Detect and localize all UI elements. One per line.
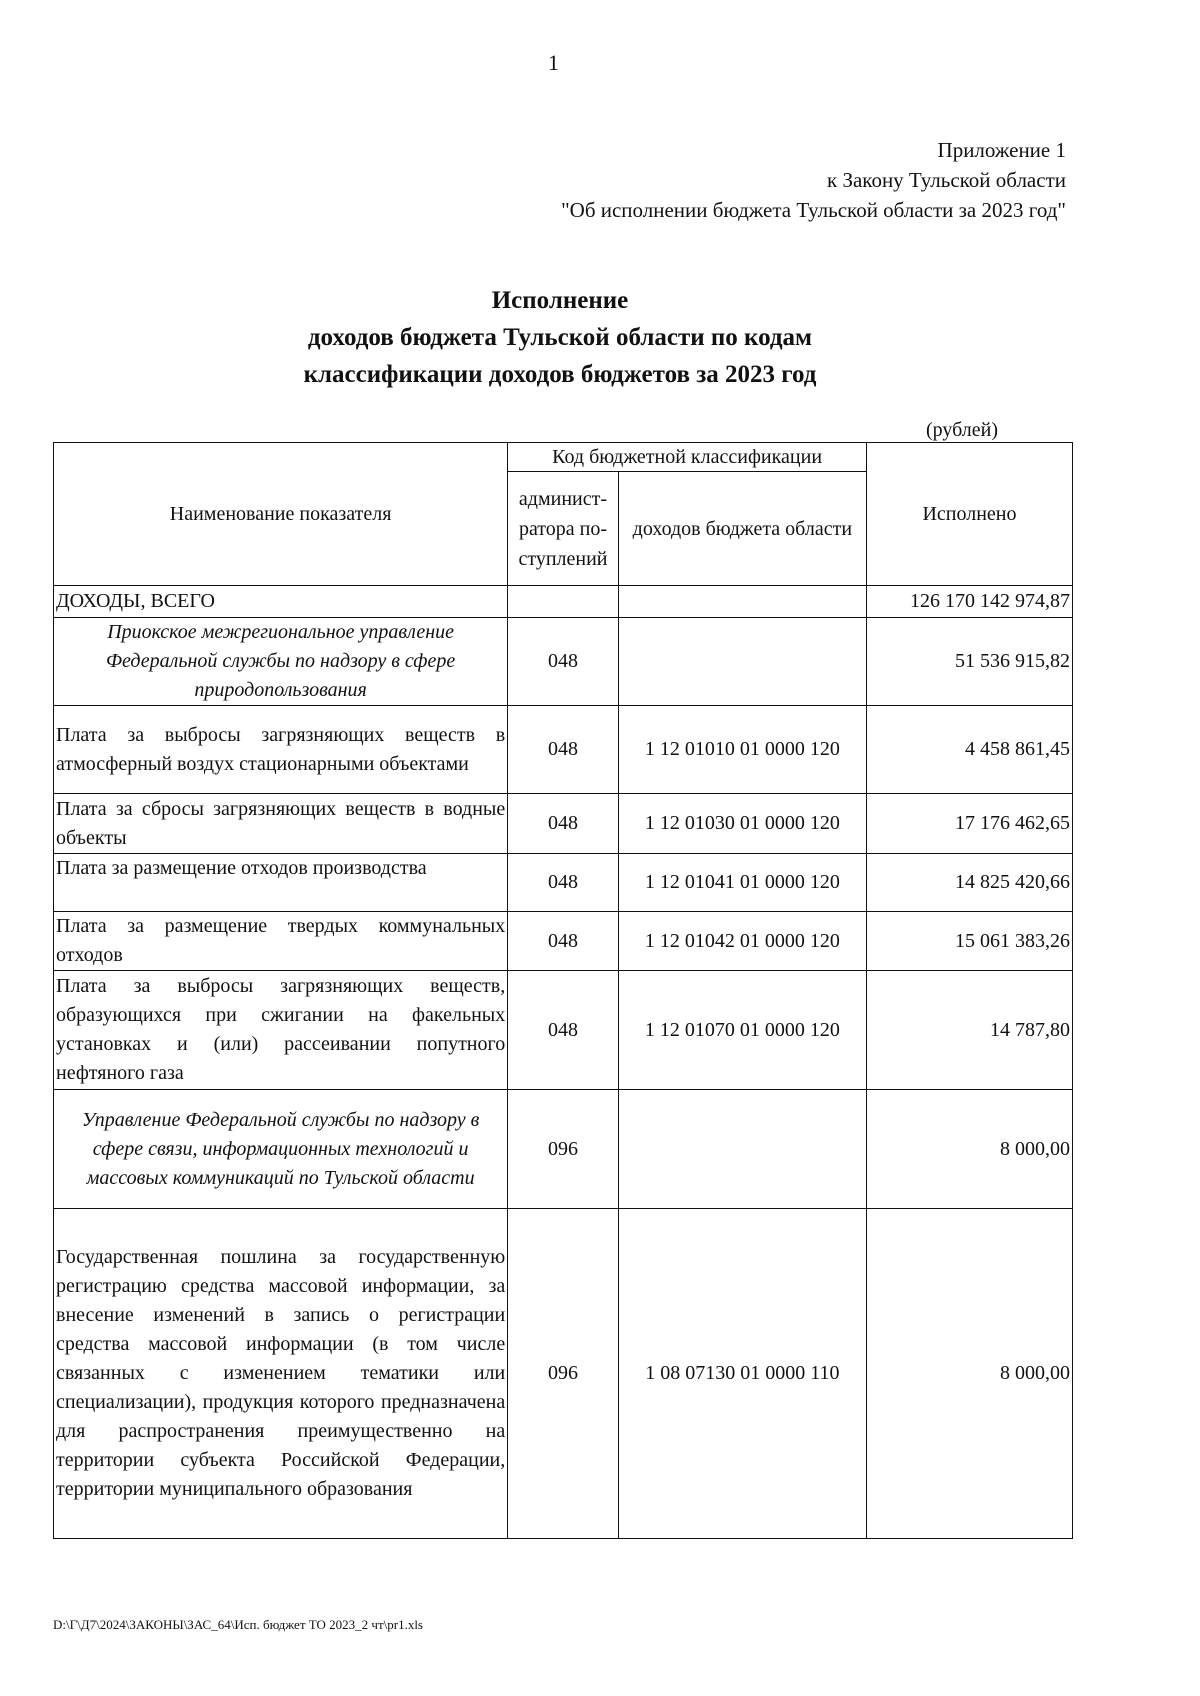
appendix-line-2: к Закону Тульской области (827, 168, 1066, 192)
row-amount: 14 825 420,66 (866, 854, 1072, 912)
row-name: Плата за размещение твердых коммунальных отходов (54, 912, 508, 971)
row-admin: 096 (508, 1209, 619, 1539)
row-code: 1 12 01010 01 0000 120 (618, 706, 866, 794)
header-income-code: доходов бюджета области (618, 472, 866, 586)
row-code: 1 12 01042 01 0000 120 (618, 912, 866, 971)
total-row (54, 586, 1073, 618)
row-code (618, 1090, 866, 1209)
row-amount: 4 458 861,45 (866, 706, 1072, 794)
appendix-line-3: "Об исполнении бюджета Тульской области за 2023 год" (561, 198, 1066, 222)
appendix-block (561, 135, 1066, 225)
table-row (54, 971, 1073, 1090)
title-line-2: доходов бюджета Тульской области по кодам (307, 324, 813, 351)
row-name: Управление Федеральной службы по надзору в сфере связи, информационных технологий и массовых коммуникаций по Тульской области (54, 1090, 508, 1209)
table-row (54, 794, 1073, 854)
row-amount: 14 787,80 (866, 971, 1072, 1090)
row-admin: 048 (508, 971, 619, 1090)
row-admin: 048 (508, 912, 619, 971)
header-row-main (54, 443, 1073, 472)
table-row (54, 1209, 1073, 1539)
title-line-3: классификации доходов бюджетов за 2023 год (303, 361, 817, 388)
row-amount: 51 536 915,82 (866, 618, 1072, 706)
row-name: Плата за размещение отходов производства (54, 854, 508, 912)
row-name: Плата за выбросы загрязняющих веществ, образующихся при сжигании на факельных установках и (или) рассеивании попутного нефтяного газа (54, 971, 508, 1090)
header-code-group: Код бюджетной классификации (508, 443, 867, 472)
row-admin: 048 (508, 794, 619, 854)
row-amount: 8 000,00 (866, 1209, 1072, 1539)
table-row (54, 618, 1073, 706)
row-amount: 15 061 383,26 (866, 912, 1072, 971)
total-amount: 126 170 142 974,87 (866, 586, 1072, 618)
table-row (54, 912, 1073, 971)
appendix-line-1: Приложение 1 (937, 138, 1066, 162)
table-body (54, 443, 1073, 1539)
header-name: Наименование показателя (54, 443, 508, 586)
row-code: 1 08 07130 01 0000 110 (618, 1209, 866, 1539)
revenue-table (53, 442, 1073, 1539)
row-amount: 8 000,00 (866, 1090, 1072, 1209)
row-admin: 096 (508, 1090, 619, 1209)
row-admin: 048 (508, 854, 619, 912)
page-number: 1 (548, 50, 559, 75)
total-admin (508, 586, 619, 618)
row-code: 1 12 01030 01 0000 120 (618, 794, 866, 854)
row-amount: 17 176 462,65 (866, 794, 1072, 854)
table-row (54, 706, 1073, 794)
header-admin: админист-ратора по-ступлений (508, 472, 619, 586)
table-row (54, 1090, 1073, 1209)
table-row (54, 854, 1073, 912)
total-code (618, 586, 866, 618)
row-code: 1 12 01070 01 0000 120 (618, 971, 866, 1090)
row-code: 1 12 01041 01 0000 120 (618, 854, 866, 912)
document-title (0, 282, 1120, 393)
header-executed: Исполнено (866, 443, 1072, 586)
total-name: ДОХОДЫ, ВСЕГО (54, 586, 508, 618)
row-name: Приокское межрегиональное управление Федеральной службы по надзору в сфере природопользования (54, 618, 508, 706)
title-line-1: Исполнение (491, 287, 629, 314)
row-name: Государственная пошлина за государственную регистрацию средства массовой информации, за внесение изменений в запись о регистрации средства массовой информации (в том числе связанных с изменением тематики или специализации), продукция которого предназначена для распространения преимущественно на территории субъекта Российской Федерации, территории муниципального образования (54, 1209, 508, 1539)
row-code (618, 618, 866, 706)
row-admin: 048 (508, 618, 619, 706)
row-admin: 048 (508, 706, 619, 794)
file-path-footer: D:\Г\Д7\2024\ЗАКОНЫ\ЗАС_64\Исп. бюджет ТО 2023_2 чт\pr1.xls (53, 1617, 423, 1632)
row-name: Плата за выбросы загрязняющих веществ в атмосферный воздух стационарными объектами (54, 706, 508, 794)
row-name: Плата за сбросы загрязняющих веществ в водные объекты (54, 794, 508, 854)
units-label: (рублей) (926, 419, 999, 441)
